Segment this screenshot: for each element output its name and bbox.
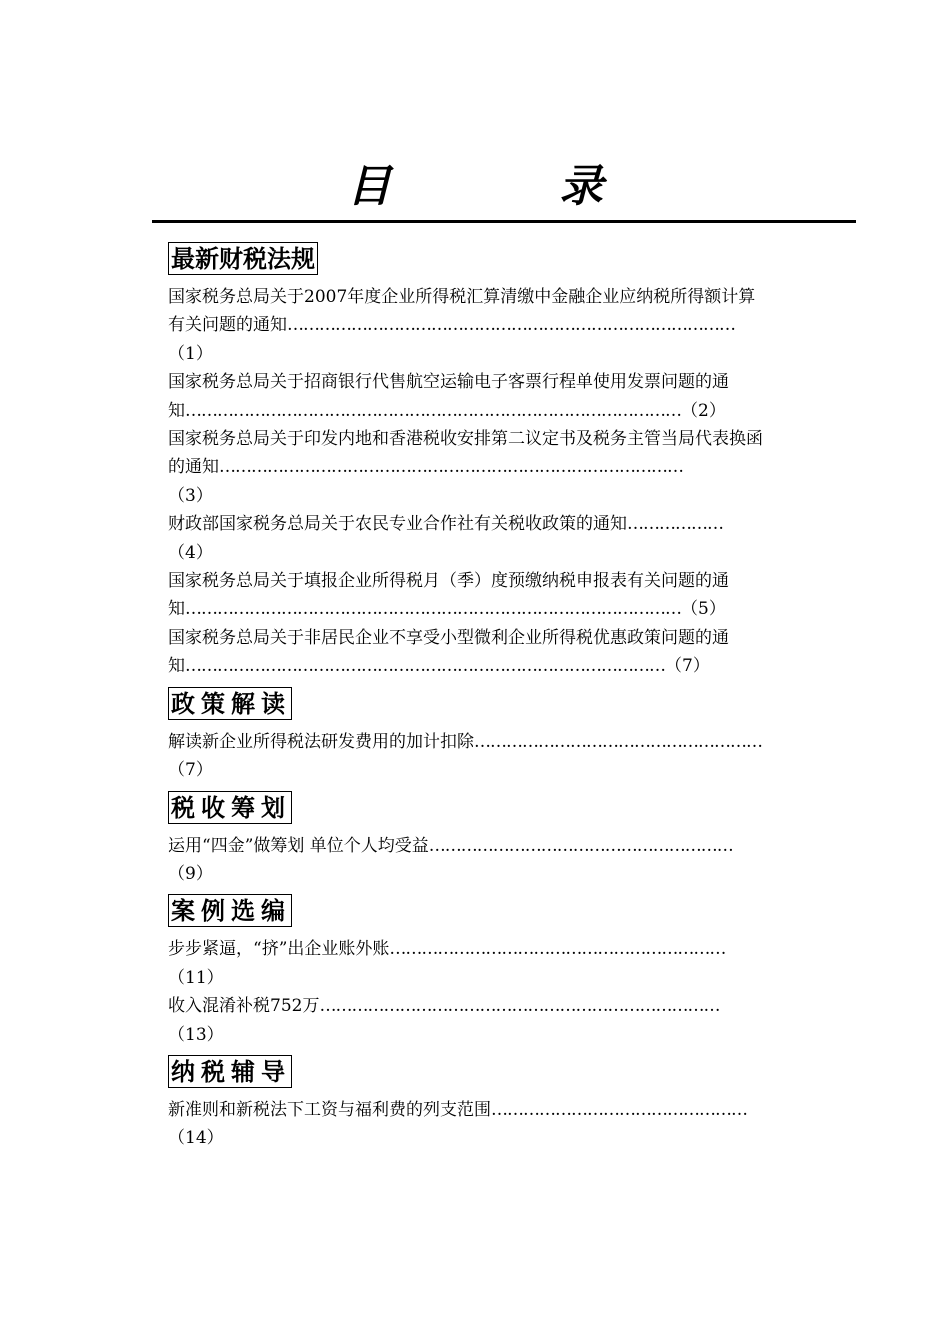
section-heading: 纳税辅导 bbox=[168, 1055, 292, 1088]
entry-title: 国家税务总局关于印发内地和香港税收安排第二议定书及税务主管当局代表换函 bbox=[168, 429, 763, 450]
dot-leader: ………………………………………………………………………………… bbox=[185, 599, 681, 620]
section-tax-planning bbox=[168, 791, 840, 889]
entry-title: 财政部国家税务总局关于农民专业合作社有关税收政策的通知 bbox=[168, 514, 627, 535]
entry-title-cont: 有关问题的通知 bbox=[168, 315, 287, 336]
section-heading: 最新财税法规 bbox=[168, 242, 318, 275]
page-number: （5） bbox=[681, 599, 726, 620]
entry-title: 国家税务总局关于非居民企业不享受小型微利企业所得税优惠政策问题的通 bbox=[168, 627, 729, 648]
dot-leader: ………………………………………………………………… bbox=[319, 996, 720, 1017]
dot-leader: ………………………………………… bbox=[491, 1099, 747, 1120]
entry-title: 国家税务总局关于填报企业所得税月（季）度预缴纳税申报表有关问题的通 bbox=[168, 571, 729, 592]
toc-entry[interactable] bbox=[168, 992, 840, 1049]
toc-entry[interactable] bbox=[168, 510, 840, 567]
section-tax-guidance bbox=[168, 1055, 840, 1153]
section-case-studies bbox=[168, 894, 840, 1049]
dot-leader: ………………………………………………………………………………… bbox=[185, 400, 681, 421]
toc-entry[interactable] bbox=[168, 935, 840, 992]
entry-title: 新准则和新税法下工资与福利费的列支范围 bbox=[168, 1099, 491, 1120]
toc-entry[interactable] bbox=[168, 283, 840, 368]
entry-title-cont: 知 bbox=[168, 599, 185, 620]
dot-leader: ………………………………………………… bbox=[428, 835, 733, 856]
page-title: 目 录 bbox=[347, 161, 665, 212]
dot-leader: …………………………………………………………………………… bbox=[219, 457, 683, 478]
entry-title-cont: 知 bbox=[168, 400, 185, 421]
dot-leader: ……………… bbox=[627, 514, 723, 535]
toc-entry[interactable] bbox=[168, 832, 840, 889]
section-heading: 税收筹划 bbox=[168, 791, 292, 824]
entry-title-cont: 知 bbox=[168, 656, 185, 677]
section-latest-regulations bbox=[168, 242, 840, 681]
page-number: （7） bbox=[665, 656, 710, 677]
dot-leader: ……………………………………………… bbox=[474, 731, 762, 752]
page-number: （4） bbox=[168, 542, 213, 563]
entry-title: 国家税务总局关于2007年度企业所得税汇算清缴中金融企业应纳税所得额计算 bbox=[168, 287, 756, 307]
entry-title: 解读新企业所得税法研发费用的加计扣除 bbox=[168, 731, 474, 752]
toc-entry[interactable] bbox=[168, 728, 840, 785]
toc-entry[interactable] bbox=[168, 624, 840, 681]
toc-entry[interactable] bbox=[168, 368, 840, 425]
table-of-contents bbox=[168, 242, 840, 1159]
title-rule bbox=[152, 220, 856, 223]
entry-title-cont: 的通知 bbox=[168, 457, 219, 478]
page-number: （3） bbox=[168, 485, 213, 506]
section-heading: 案例选编 bbox=[168, 894, 292, 927]
section-heading: 政策解读 bbox=[168, 687, 292, 720]
page-number: （1） bbox=[168, 343, 213, 364]
dot-leader: ………………………………………………………………………… bbox=[287, 315, 735, 336]
dot-leader: ……………………………………………………………………………… bbox=[185, 656, 665, 677]
toc-entry[interactable] bbox=[168, 1096, 840, 1153]
entry-title: 国家税务总局关于招商银行代售航空运输电子客票行程单使用发票问题的通 bbox=[168, 372, 729, 393]
entry-title: 收入混淆补税752万 bbox=[168, 996, 320, 1017]
page-number: （2） bbox=[681, 400, 726, 421]
page-number: （7） bbox=[168, 760, 213, 781]
page-number: （11） bbox=[168, 967, 224, 988]
toc-entry[interactable] bbox=[168, 425, 840, 510]
section-policy-interpretation bbox=[168, 687, 840, 785]
page-number: （13） bbox=[168, 1024, 224, 1045]
entry-title: 步步紧逼，“挤”出企业账外账 bbox=[168, 939, 390, 960]
entry-title: 运用“四金”做筹划 单位个人均受益 bbox=[168, 835, 429, 856]
toc-entry[interactable] bbox=[168, 567, 840, 624]
page-number: （9） bbox=[168, 863, 213, 884]
page-number: （14） bbox=[168, 1128, 224, 1149]
dot-leader: ……………………………………………………… bbox=[389, 939, 726, 960]
